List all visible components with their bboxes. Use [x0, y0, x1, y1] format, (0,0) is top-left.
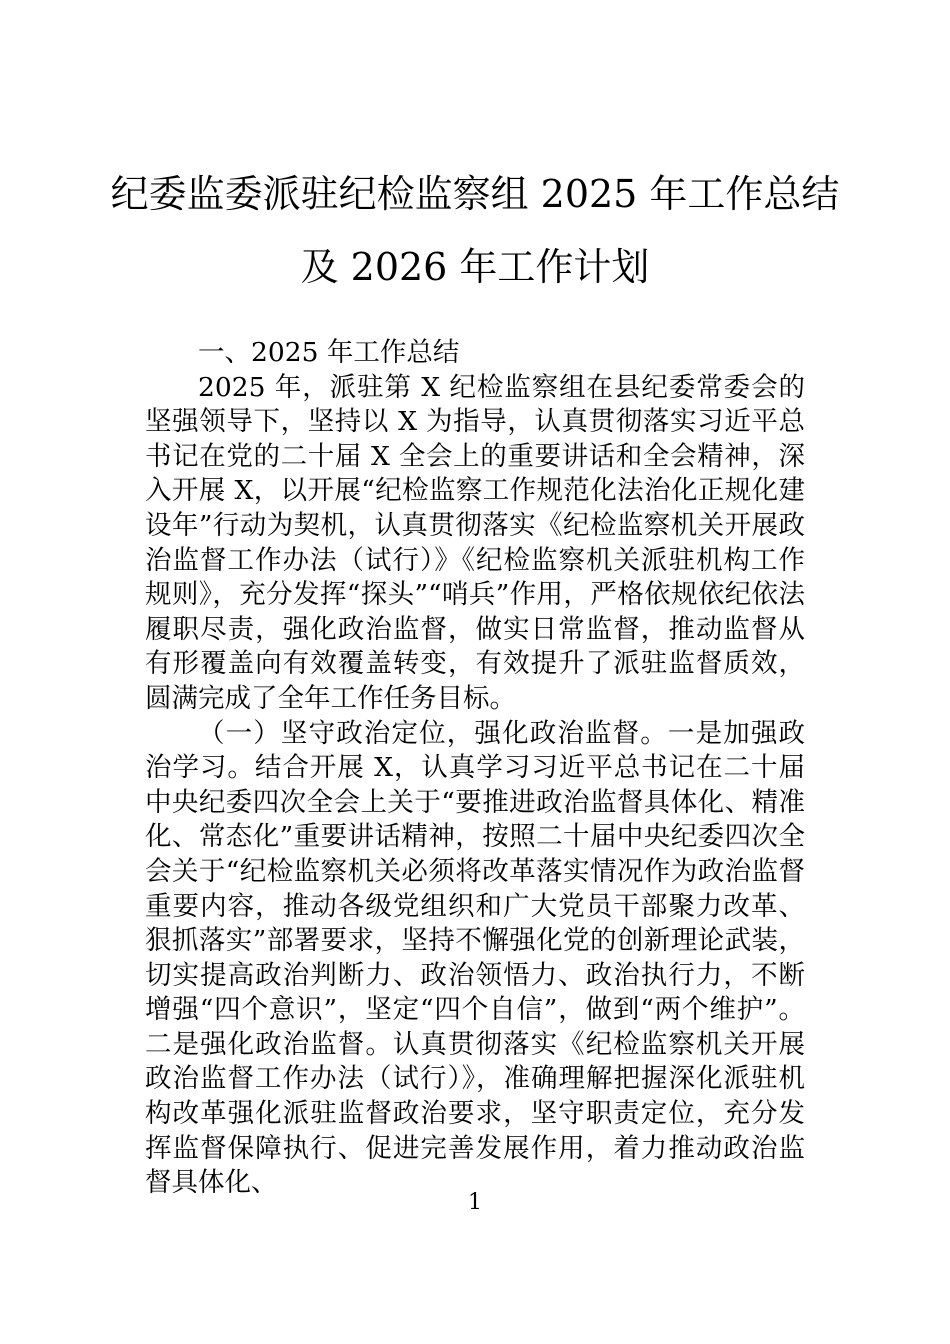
page-number: 1	[468, 1190, 482, 1215]
paragraph: （一）坚守政治定位，强化政治监督。一是加强政治学习。结合开展 X，认真学习习近平总书记在二十届中央纪委四次全会上关于“要推进政治监督具体化、精准化、常态化”重要讲话精神，按照二十届中央纪委四次全会关于“纪检监察机关必须将改革落实情况作为政治监督重要内容，推动各级党组织和广大党员干部聚力改革、狠抓落实”部署要求，坚持不懈强化党的创新理论武装，切实提高政治判断力、政治领悟力、政治执行力，不断增强“四个意识”，坚定“四个自信”，做到“两个维护”。二是强化政治监督。认真贯彻落实《纪检监察机关开展政治监督工作办法（试行）》，准确理解把握深化派驻机构改革强化派驻监督政治要求，坚守职责定位，充分发挥监督保障执行、促进完善发展作用，着力推动政治监督具体化、	[145, 717, 805, 1199]
document-title-line-2: 及 2026 年工作计划	[300, 245, 650, 289]
paragraph: 2025 年，派驻第 X 纪检监察组在县纪委常委会的坚强领导下，坚持以 X 为指导，认真贯彻落实习近平总书记在党的二十届 X 全会上的重要讲话和全会精神，深入开展 X，以开展“纪检监察工作规范化法治化正规化建设年”行动为契机，认真贯彻落实《纪检监察机关开展政治监督工作办法（试行）》《纪检监察机关派驻机构工作规则》，充分发挥“探头”“哨兵”作用，严格依规依纪依法履职尽责，强化政治监督，做实日常监督，推动监督从有形覆盖向有效覆盖转变，有效提升了派驻监督质效，圆满完成了全年工作任务目标。	[145, 371, 805, 714]
section-heading: 一、2025 年工作总结	[198, 337, 460, 368]
document-body	[145, 336, 805, 1201]
document-title-line-1: 纪委监委派驻纪检监察组 2025 年工作总结	[110, 172, 840, 216]
